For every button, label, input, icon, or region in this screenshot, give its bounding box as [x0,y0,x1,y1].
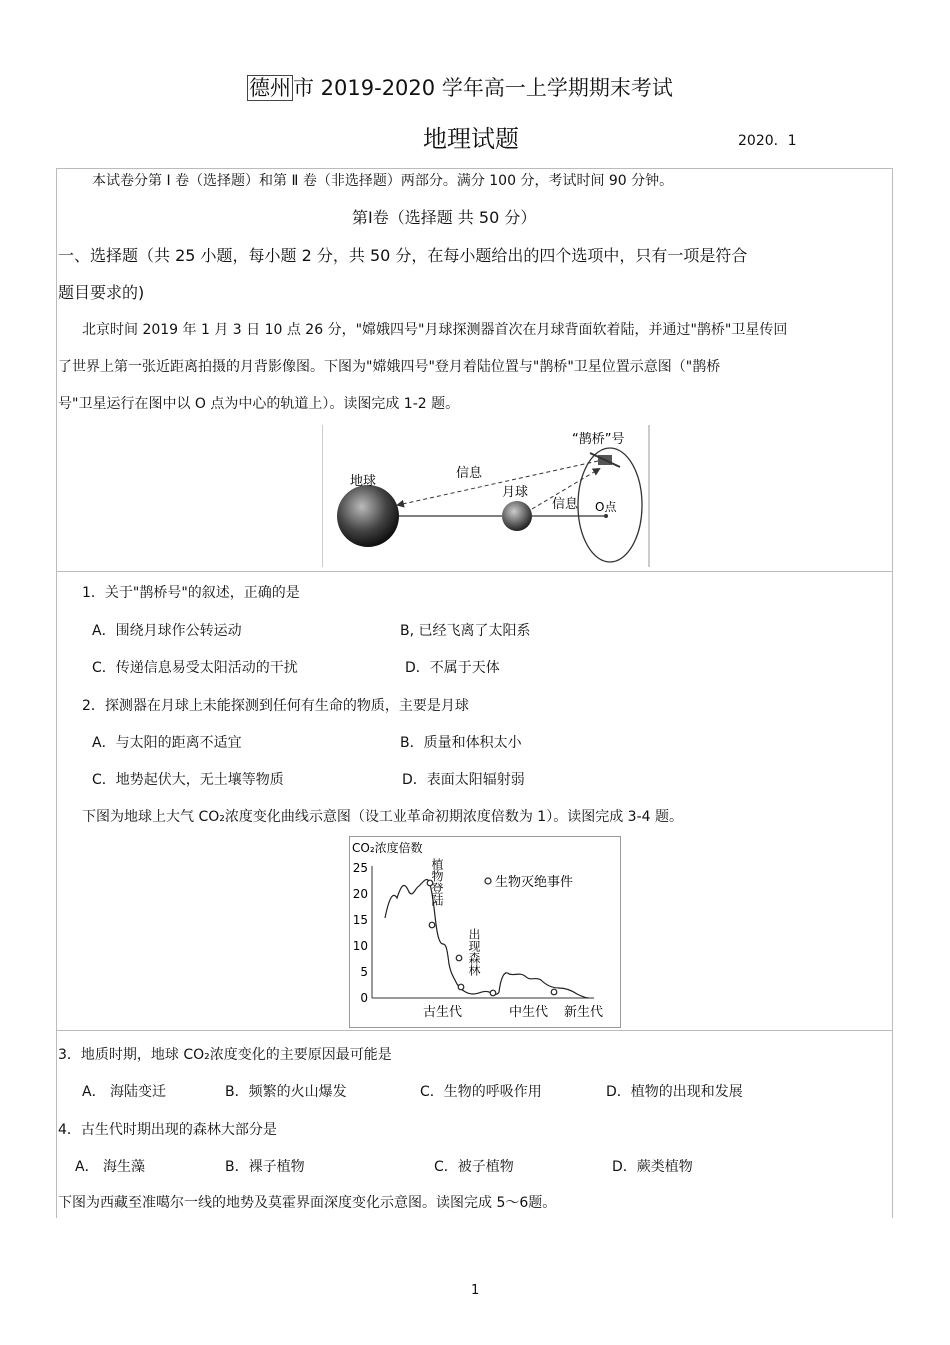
ytick-20: 20 [352,887,368,901]
q2-option-d: D．表面太阳辐射弱 [402,772,525,788]
q2-option-a: A．与太阳的距离不适宜 [92,735,242,751]
o-point-dot [604,514,608,518]
q4-stem: 4．古生代时期出现的森林大部分是 [58,1122,277,1138]
xlabel-mesozoic: 中生代 [509,1005,549,1020]
q3-stem: 3．地质时期，地球 CO₂浓度变化的主要原因最可能是 [58,1047,392,1063]
title-city: 德州 [249,76,291,100]
frame-top [56,168,893,169]
moon-globe [502,501,532,531]
passage1-line1: 北京时间 2019 年 1 月 3 日 10 点 26 分，"嫦娥四号"月球探测器首次在月球背面软着陆，并通过"鹊桥"卫星传回 [82,322,788,338]
title-rest: 市 2019-2020 学年高一上学期期末考试 [293,76,673,100]
passage1-line3: 号"卫星运行在图中以 O 点为中心的轨道上）。读图完成 1-2 题。 [58,396,460,412]
extinction-point-2 [429,922,435,928]
xlabel-paleozoic: 古生代 [423,1005,463,1020]
earth-moon-relay-figure [322,425,650,567]
intro-text: 本试卷分第 Ⅰ 卷（选择题）和第 Ⅱ 卷（非选择题）两部分。满分 100 分，考试时间 90 分钟。 [92,173,674,189]
co2-curve [385,879,589,998]
q1-stem: 1．关于"鹊桥号"的叙述，正确的是 [82,585,300,601]
passage3-text: 下图为西藏至准噶尔一线的地势及莫霍界面深度变化示意图。读图完成 5～6题。 [58,1195,557,1211]
ytick-5: 5 [360,965,368,979]
part1-title: 第Ⅰ卷（选择题 共 50 分） [352,208,537,227]
q1-option-b: B, 已经飞离了太阳系 [400,623,531,639]
legend-label: 生物灭绝事件 [495,875,574,890]
q3-option-c: C．生物的呼吸作用 [420,1084,542,1100]
extinction-point-3 [456,955,462,961]
frame-left [56,168,57,1218]
exam-date: 2020．1 [738,133,797,149]
subject-title: 地理试题 [423,125,519,153]
section1-line1: 一、选择题（共 25 小题，每小题 2 分，共 50 分，在每小题给出的四个选项中，只有一项是符合 [58,246,748,265]
ytick-0: 0 [360,991,368,1005]
earth-globe [337,485,399,547]
exam-title [247,72,673,102]
q3-option-b: B．频繁的火山爆发 [225,1084,347,1100]
passage2-text: 下图为地球上大气 CO₂浓度变化曲线示意图（设工业革命初期浓度倍数为 1）。读图完成 3-4 题。 [82,809,683,825]
label-satellite: “鹊桥”号 [572,432,625,447]
passage1-line2: 了世界上第一张近距离拍摄的月背影像图。下图为"嫦娥四号"登月着陆位置与"鹊桥"卫星位置示意图（"鹊桥 [58,359,721,375]
extinction-point-5 [490,990,496,996]
annot-plants: 植物登陆 [430,858,444,906]
extinction-point-4 [458,984,464,990]
label-o-point: O点 [595,500,617,514]
ytick-25: 25 [352,861,368,875]
frame-divider-2 [56,1030,893,1031]
q4-option-b: B．裸子植物 [225,1159,305,1175]
frame-divider-1 [56,571,893,572]
ytick-10: 10 [352,939,368,953]
xlabel-cenozoic: 新生代 [564,1005,604,1020]
figure2-ylabel: CO₂浓度倍数 [352,841,423,855]
q3-option-d: D．植物的出现和发展 [606,1084,743,1100]
label-moon: 月球 [502,485,529,500]
section1-line2: 题目要求的) [58,283,145,302]
label-info-bottom: 信息 [552,497,579,512]
q4-option-a: A． 海生藻 [75,1159,146,1175]
q1-option-d: D．不属于天体 [405,660,500,676]
frame-right [892,168,893,1218]
annot-forest: 出现森林 [467,928,481,976]
label-earth: 地球 [350,474,377,489]
q1-option-a: A．围绕月球作公转运动 [92,623,242,639]
q4-option-c: C．被子植物 [434,1159,514,1175]
label-info-top: 信息 [456,466,483,481]
satellite-icon [590,453,620,467]
q1-option-c: C．传递信息易受太阳活动的干扰 [92,660,298,676]
q2-stem: 2．探测器在月球上未能探测到任何有生命的物质，主要是月球 [82,698,469,714]
q2-option-c: C．地势起伏大，无土壤等物质 [92,772,284,788]
q4-option-d: D．蕨类植物 [612,1159,693,1175]
figure2-xlabels [423,1004,603,1020]
legend-marker [485,878,491,884]
figure2-yticks [353,861,368,1005]
co2-curve-figure [349,836,621,1028]
q3-option-a: A． 海陆变迁 [82,1084,167,1100]
extinction-point-6 [551,989,557,995]
page-number: 1 [471,1283,480,1298]
figure2-border [350,837,621,1028]
q2-option-b: B．质量和体积太小 [400,735,522,751]
ytick-15: 15 [352,913,368,927]
